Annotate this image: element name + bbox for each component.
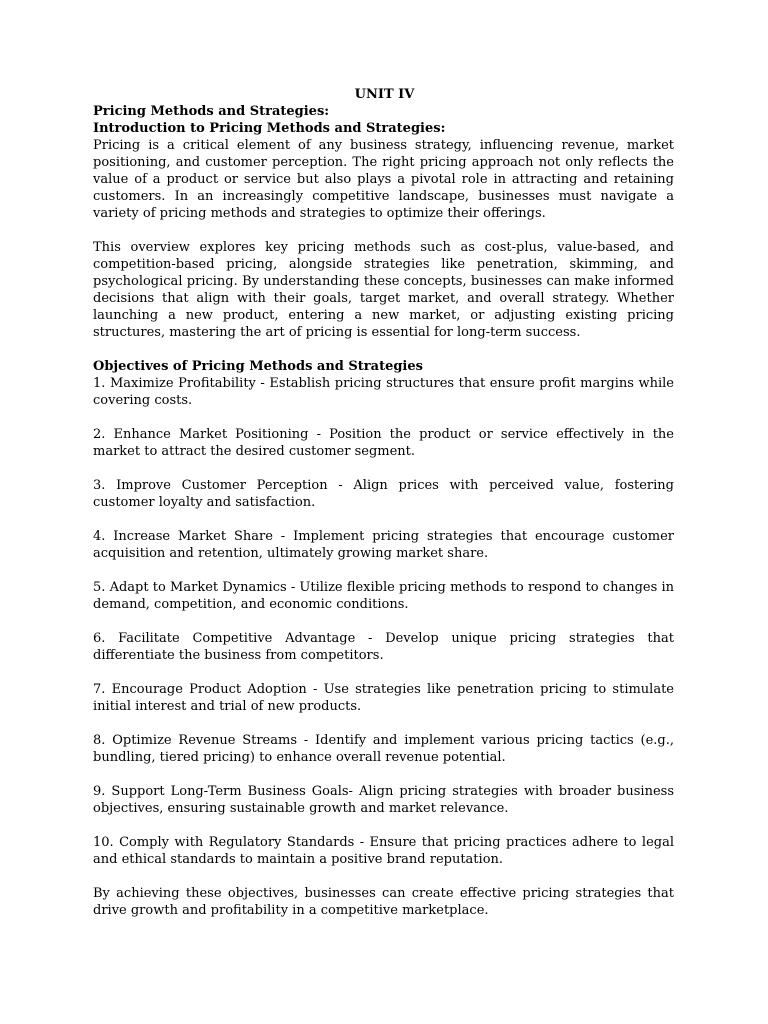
paragraph-gap (93, 341, 674, 358)
objective-item: 4. Increase Market Share - Implement pricing strategies that encourage customer acquisition and retention, ultimately growing market share. (93, 529, 674, 561)
objectives-heading: Objectives of Pricing Methods and Strategies (93, 359, 423, 374)
objective-item: 3. Improve Customer Perception - Align prices with perceived value, fostering customer loyalty and satisfaction. (93, 478, 674, 510)
intro-paragraph-1: Pricing is a critical element of any business strategy, influencing revenue, market positioning, and customer perception. The right pricing approach not only reflects the value of a product or service but also plays a pivotal role in attracting and retaining customers. In an increasingly competitive landscape, businesses must navigate a variety of pricing methods and strategies to optimize their offerings. (93, 138, 674, 221)
objectives-list (93, 375, 674, 868)
objective-item: 8. Optimize Revenue Streams - Identify and implement various pricing tactics (e.g., bundling, tiered pricing) to enhance overall revenue potential. (93, 733, 674, 765)
document-page (93, 86, 674, 919)
conclusion-paragraph: By achieving these objectives, businesses can create effective pricing strategies that drive growth and profitability in a competitive marketplace. (93, 886, 674, 918)
objective-item: 1. Maximize Profitability - Establish pricing structures that ensure profit margins while covering costs. (93, 376, 674, 408)
intro-heading: Introduction to Pricing Methods and Strategies: (93, 121, 446, 136)
paragraph-gap (93, 222, 674, 239)
objective-item: 5. Adapt to Market Dynamics - Utilize flexible pricing methods to respond to changes in demand, competition, and economic conditions. (93, 580, 674, 612)
objective-item: 6. Facilitate Competitive Advantage - Develop unique pricing strategies that differentiate the business from competitors. (93, 631, 674, 663)
objective-item: 9. Support Long-Term Business Goals- Align pricing strategies with broader business objectives, ensuring sustainable growth and market relevance. (93, 784, 674, 816)
main-heading: Pricing Methods and Strategies: (93, 104, 330, 119)
objective-item: 10. Comply with Regulatory Standards - Ensure that pricing practices adhere to legal and ethical standards to maintain a positive brand reputation. (93, 835, 674, 867)
unit-title: UNIT IV (354, 87, 415, 102)
objective-item: 7. Encourage Product Adoption - Use strategies like penetration pricing to stimulate initial interest and trial of new products. (93, 682, 674, 714)
objective-item: 2. Enhance Market Positioning - Position the product or service effectively in the market to attract the desired customer segment. (93, 427, 674, 459)
intro-paragraph-2: This overview explores key pricing methods such as cost-plus, value-based, and competition-based pricing, alongside strategies like penetration, skimming, and psychological pricing. By understanding these concepts, businesses can make informed decisions that align with their goals, target market, and overall strategy. Whether launching a new product, entering a new market, or adjusting existing pricing structures, mastering the art of pricing is essential for long-term success. (93, 240, 674, 340)
